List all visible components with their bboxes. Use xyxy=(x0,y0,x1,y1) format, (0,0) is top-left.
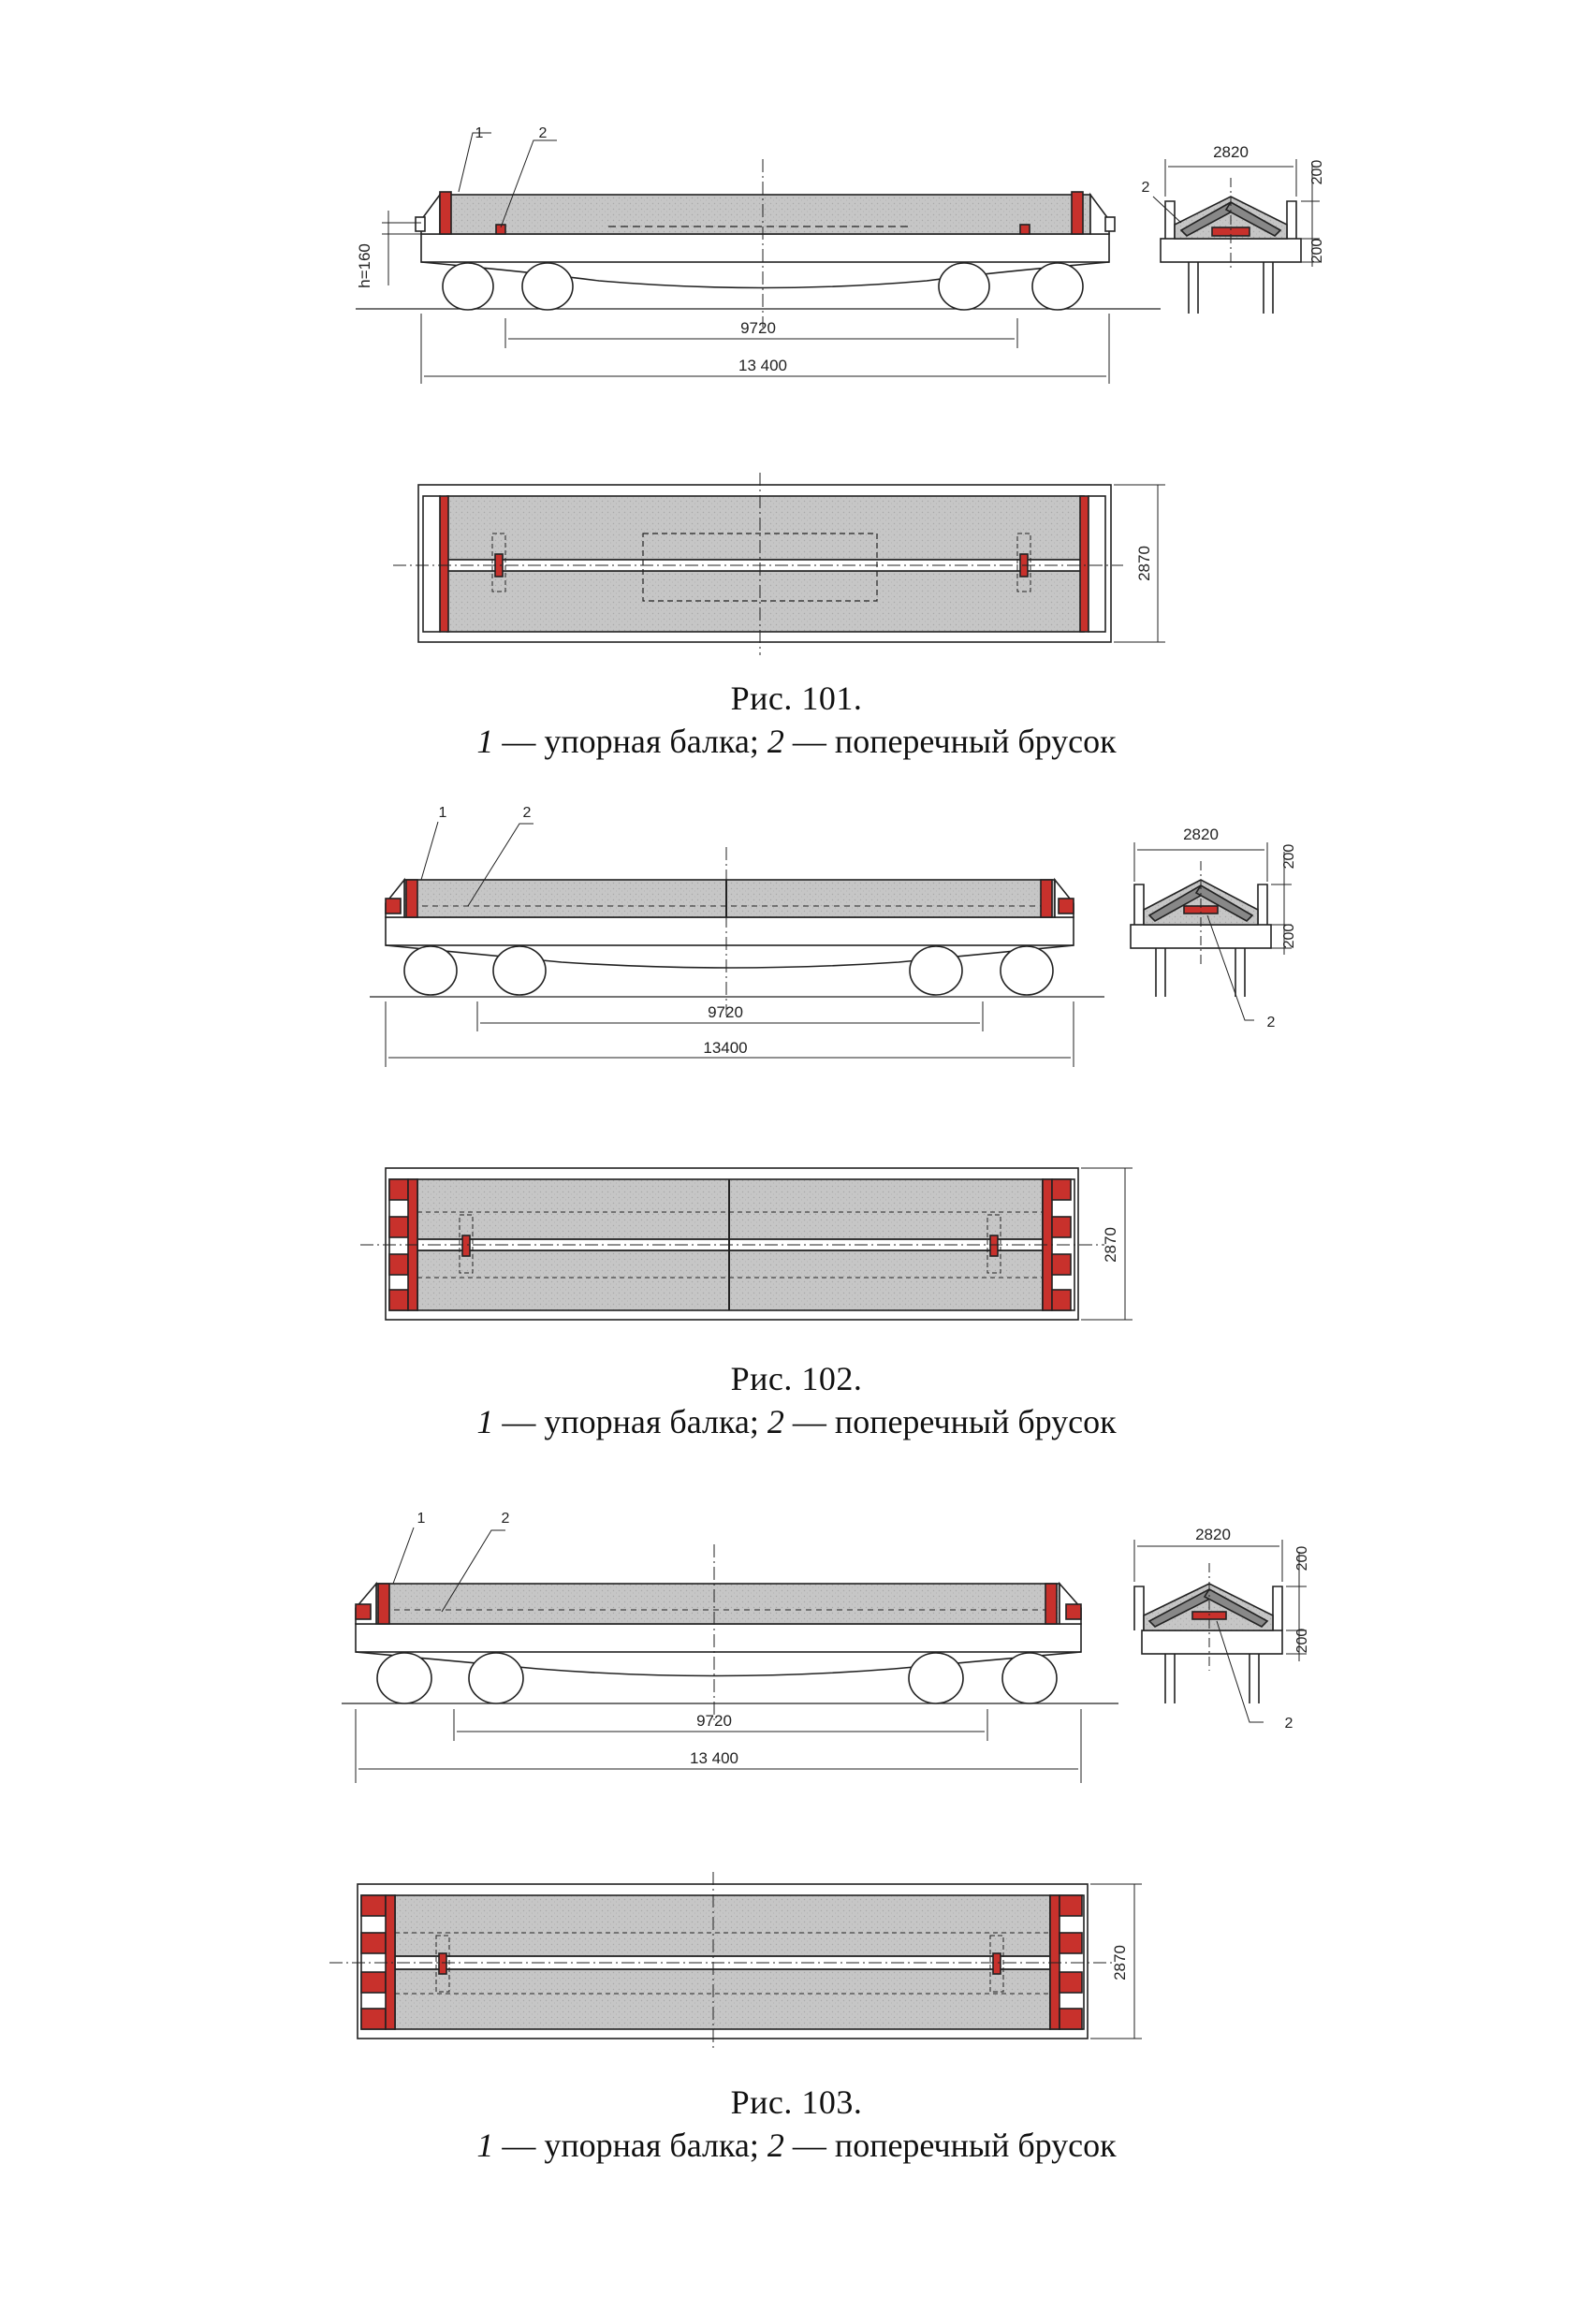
figure-legend xyxy=(0,2126,1593,2165)
dim-label-inner: 9720 xyxy=(696,1712,732,1730)
callout-1: 1 xyxy=(417,1511,426,1527)
dim-label-plan-width: 2870 xyxy=(1135,546,1153,581)
callout-2-end: 2 xyxy=(1266,1015,1276,1030)
callout-2: 2 xyxy=(538,125,548,141)
load-block xyxy=(440,195,1090,234)
plan-view-101 xyxy=(393,473,1165,655)
dim-label-side-bottom: 200 xyxy=(1281,923,1297,949)
dim-label-side-bottom: 200 xyxy=(1309,238,1325,264)
figure-legend xyxy=(0,722,1593,761)
legend-num-2: 2 xyxy=(767,723,784,760)
figure-102-diagram xyxy=(0,786,1593,1357)
callout-2: 2 xyxy=(522,805,532,821)
dim-label-side-top: 200 xyxy=(1281,843,1297,870)
side-view-102 xyxy=(370,822,1104,1067)
dim-label-overall: 13400 xyxy=(703,1039,748,1057)
dim-label-plan-width: 2870 xyxy=(1111,1945,1129,1981)
dim-label-end-width: 2820 xyxy=(1195,1526,1231,1543)
dim-label-overall: 13 400 xyxy=(690,1749,738,1767)
dim-label-end-width: 2820 xyxy=(1183,826,1219,843)
figure-title: Рис. 103. xyxy=(730,2083,863,2121)
plan-view-102 xyxy=(360,1168,1133,1320)
dim-label-side-bottom: 200 xyxy=(1294,1628,1310,1654)
dim-label-end-width: 2820 xyxy=(1213,143,1249,161)
figure-legend xyxy=(0,1402,1593,1441)
dim-label-side-top: 200 xyxy=(1294,1545,1310,1571)
end-view-101 xyxy=(1153,159,1320,314)
end-view-102 xyxy=(1131,842,1292,1020)
dim-label-inner: 9720 xyxy=(740,319,776,337)
end-view-103 xyxy=(1134,1540,1307,1722)
callout-2-end: 2 xyxy=(1141,180,1150,196)
legend-num-2: 2 xyxy=(767,2127,784,2164)
stop-beam-left xyxy=(440,192,451,234)
figure-101-caption xyxy=(0,679,1593,761)
legend-num-2: 2 xyxy=(767,1403,784,1440)
legend-text-2: — поперечный брусок xyxy=(783,723,1117,760)
dim-label-h: h=160 xyxy=(356,243,373,288)
side-view-103 xyxy=(342,1527,1118,1783)
dim-label-inner: 9720 xyxy=(708,1003,743,1021)
figure-103-diagram xyxy=(0,1488,1593,2078)
legend-text-2: — поперечный брусок xyxy=(783,1403,1117,1440)
legend-text-2: — поперечный брусок xyxy=(783,2127,1117,2164)
dim-label-side-top: 200 xyxy=(1309,159,1325,185)
legend-num-1: 1 xyxy=(476,723,494,760)
callout-1: 1 xyxy=(438,805,447,821)
dim-label-plan-width: 2870 xyxy=(1102,1227,1119,1263)
stop-beam-left xyxy=(440,496,448,632)
stop-beam-right xyxy=(1080,496,1089,632)
figure-title: Рис. 102. xyxy=(730,1360,863,1397)
legend-text-1: — упорная балка; xyxy=(493,1403,767,1440)
figure-102-caption xyxy=(0,1359,1593,1441)
figure-101-diagram xyxy=(0,0,1593,674)
plan-view-103 xyxy=(329,1872,1142,2050)
legend-text-1: — упорная балка; xyxy=(493,2127,767,2164)
callout-1: 1 xyxy=(475,125,484,141)
cross-bar xyxy=(496,225,505,234)
legend-num-1: 1 xyxy=(476,2127,494,2164)
callout-2-end: 2 xyxy=(1284,1716,1293,1732)
figure-103-caption xyxy=(0,2083,1593,2165)
figure-title: Рис. 101. xyxy=(730,680,863,717)
callout-2: 2 xyxy=(501,1511,510,1527)
legend-num-1: 1 xyxy=(476,1403,494,1440)
side-view-101 xyxy=(356,133,1161,384)
cross-bar xyxy=(1020,225,1030,234)
dim-label-overall: 13 400 xyxy=(738,357,787,374)
legend-text-1: — упорная балка; xyxy=(493,723,767,760)
stop-beam-right xyxy=(1072,192,1083,234)
